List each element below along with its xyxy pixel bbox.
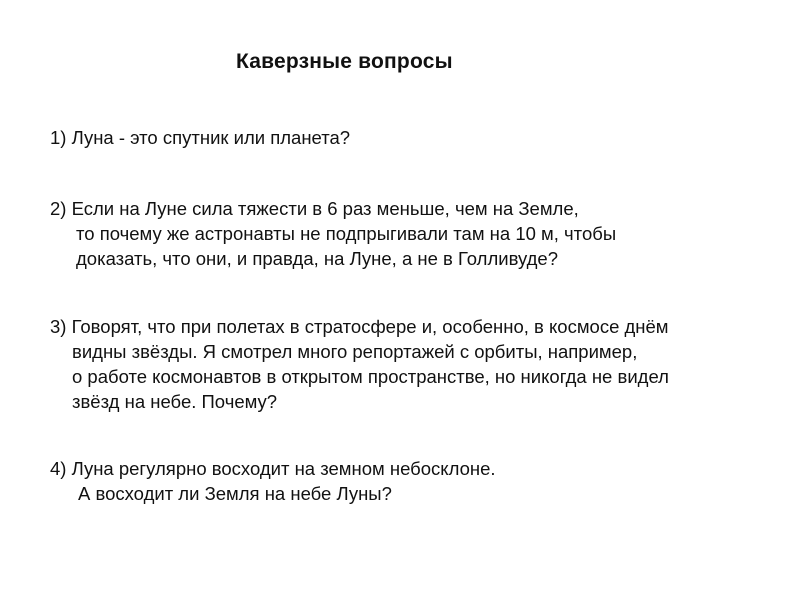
question-2-line-3: доказать, что они, и правда, на Луне, а не в Голливуде?	[76, 248, 559, 269]
question-2	[50, 196, 616, 271]
question-1-line-1: 1) Луна - это спутник или планета?	[50, 127, 351, 148]
question-3-line-3: о работе космонавтов в открытом пространстве, но никогда не видел	[72, 366, 669, 387]
slide-title: Каверзные вопросы	[236, 50, 453, 73]
question-3-line-2: видны звёзды. Я смотрел много репортажей с орбиты, например,	[72, 341, 638, 362]
question-3	[50, 314, 669, 414]
question-4-line-1: 4) Луна регулярно восходит на земном небосклоне.	[50, 458, 496, 479]
question-3-line-1: 3) Говорят, что при полетах в стратосфере и, особенно, в космосе днём	[50, 316, 669, 337]
question-4	[50, 456, 496, 506]
question-1	[50, 125, 350, 150]
question-4-line-2: А восходит ли Земля на небе Луны?	[78, 483, 392, 504]
question-3-line-4: звёзд на небе. Почему?	[72, 391, 278, 412]
question-2-line-1: 2) Если на Луне сила тяжести в 6 раз меньше, чем на Земле,	[50, 198, 579, 219]
question-2-line-2: то почему же астронавты не подпрыгивали там на 10 м, чтобы	[76, 223, 617, 244]
